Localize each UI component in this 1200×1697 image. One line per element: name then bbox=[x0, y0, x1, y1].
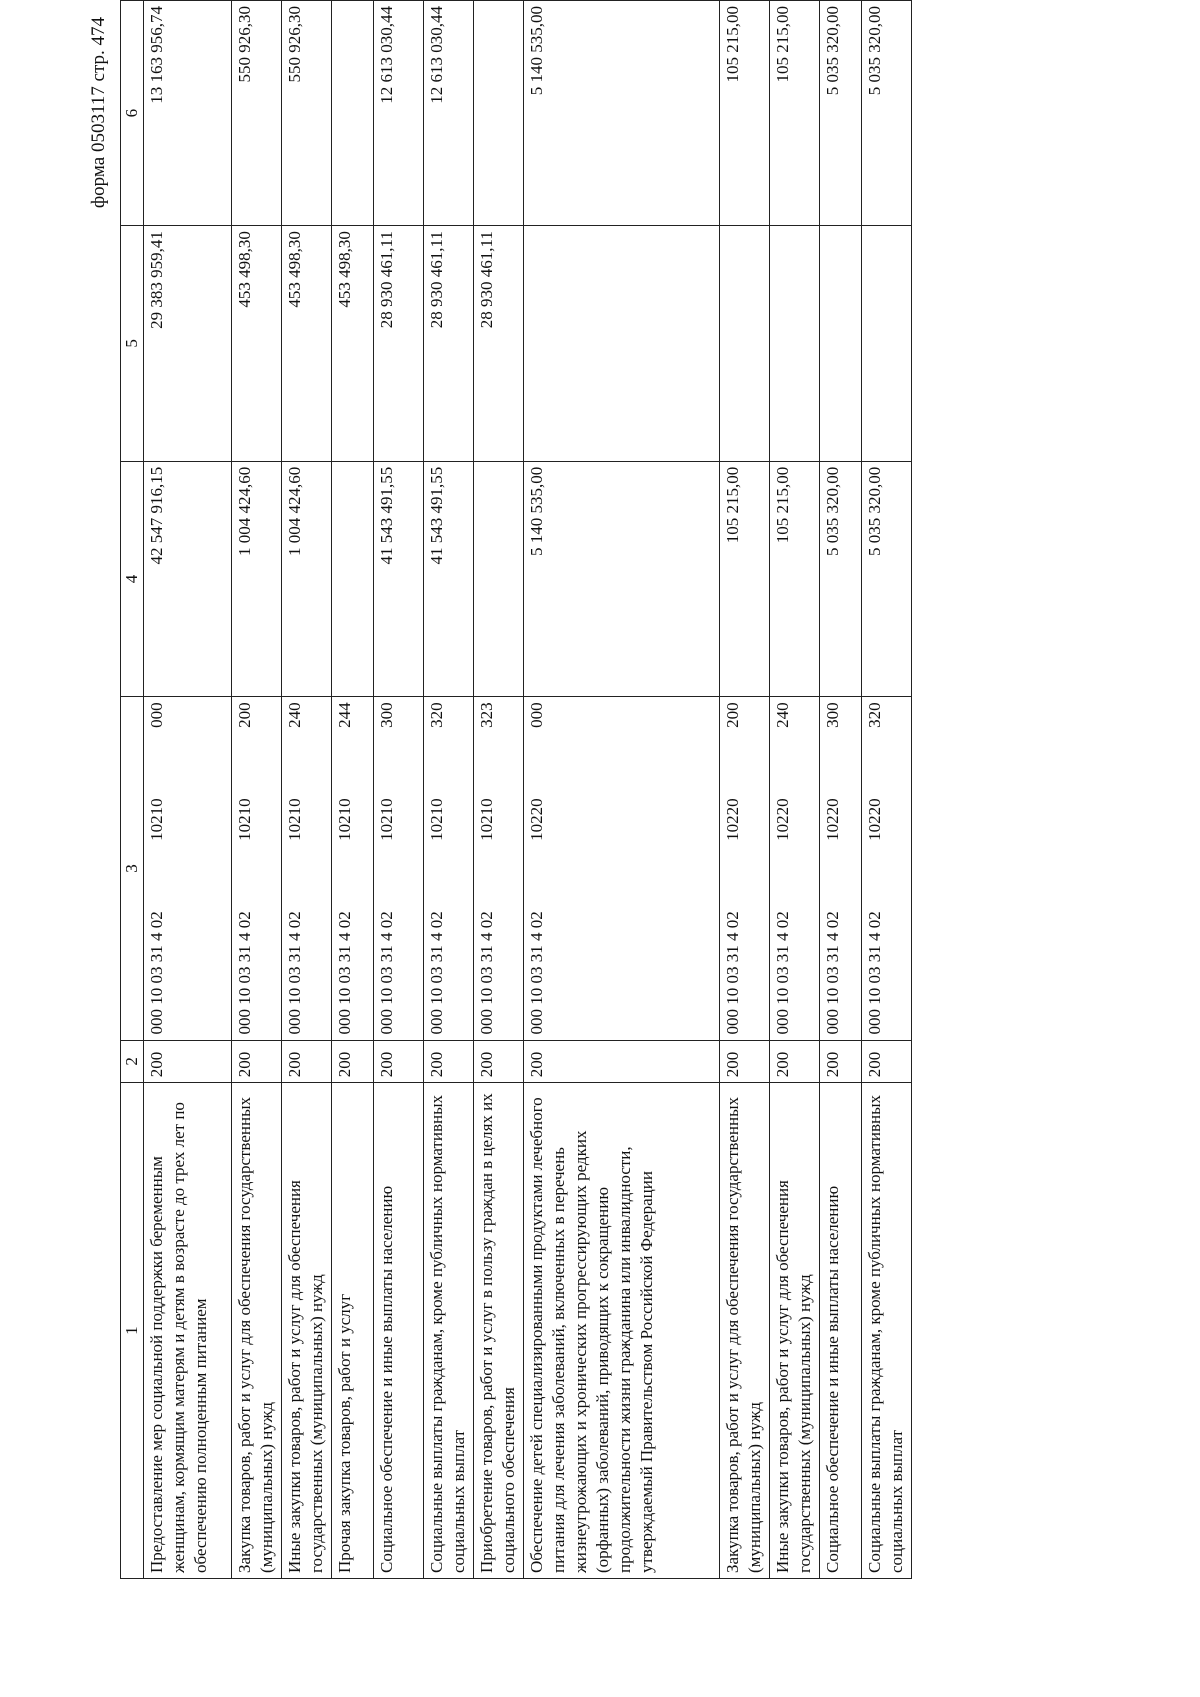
col6-value: 550 926,30 bbox=[282, 1, 332, 226]
code-part-a: 000 10 03 31 4 02 bbox=[865, 911, 884, 1035]
line-code-cell: 200 bbox=[862, 1040, 912, 1083]
code-part-a: 000 10 03 31 4 02 bbox=[147, 911, 166, 1035]
code-part-c: 300 bbox=[377, 702, 396, 728]
code-part-c: 320 bbox=[865, 702, 884, 728]
budget-code-cell bbox=[820, 697, 862, 1040]
code-part-b: 10220 bbox=[773, 798, 792, 841]
col5-value bbox=[720, 226, 770, 462]
col6-value: 5 140 535,00 bbox=[524, 1, 720, 226]
report-table bbox=[120, 0, 912, 1579]
budget-code-cell bbox=[862, 697, 912, 1040]
column-header: 2 bbox=[121, 1040, 144, 1083]
col5-value bbox=[524, 226, 720, 462]
col4-value bbox=[332, 461, 374, 697]
row-name-cell: Иные закупки товаров, работ и услуг для обеспечения государственных (муниципальных) нужд bbox=[282, 1083, 332, 1579]
column-header: 4 bbox=[121, 461, 144, 697]
col6-value: 105 215,00 bbox=[720, 1, 770, 226]
budget-code-cell bbox=[282, 697, 332, 1040]
budget-code-cell bbox=[374, 697, 424, 1040]
col4-value: 41 543 491,55 bbox=[424, 461, 474, 697]
line-code-cell: 200 bbox=[144, 1040, 232, 1083]
code-part-a: 000 10 03 31 4 02 bbox=[377, 911, 396, 1035]
line-code-cell: 200 bbox=[424, 1040, 474, 1083]
row-name-cell: Социальные выплаты гражданам, кроме публичных нормативных социальных выплат bbox=[862, 1083, 912, 1579]
col5-value: 453 498,30 bbox=[232, 226, 282, 462]
form-header: форма 0503117 стр. 474 bbox=[88, 17, 109, 209]
row-name-cell: Иные закупки товаров, работ и услуг для обеспечения государственных (муниципальных) нужд bbox=[770, 1083, 820, 1579]
code-part-b: 10210 bbox=[335, 798, 354, 841]
code-part-a: 000 10 03 31 4 02 bbox=[335, 911, 354, 1035]
row-name-cell: Закупка товаров, работ и услуг для обеспечения государственных (муниципальных) нужд bbox=[720, 1083, 770, 1579]
code-part-b: 10210 bbox=[147, 798, 166, 841]
row-name-cell: Закупка товаров, работ и услуг для обеспечения государственных (муниципальных) нужд bbox=[232, 1083, 282, 1579]
col4-value: 5 035 320,00 bbox=[862, 461, 912, 697]
table-row bbox=[862, 1, 912, 1579]
row-name-cell: Приобретение товаров, работ и услуг в пользу граждан в целях их социального обеспечения bbox=[474, 1083, 524, 1579]
col4-value: 105 215,00 bbox=[770, 461, 820, 697]
col4-value: 41 543 491,55 bbox=[374, 461, 424, 697]
code-part-b: 10220 bbox=[865, 798, 884, 841]
row-name-cell: Предоставление мер социальной поддержки беременным женщинам, кормящим матерям и детям в возрасте до трех лет по обеспечению полноценным питанием bbox=[144, 1083, 232, 1579]
col5-value bbox=[770, 226, 820, 462]
line-code-cell: 200 bbox=[524, 1040, 720, 1083]
col6-value bbox=[474, 1, 524, 226]
code-part-a: 000 10 03 31 4 02 bbox=[823, 911, 842, 1035]
col4-value: 5 140 535,00 bbox=[524, 461, 720, 697]
row-name-cell: Прочая закупка товаров, работ и услуг bbox=[332, 1083, 374, 1579]
line-code-cell: 200 bbox=[770, 1040, 820, 1083]
budget-code-cell bbox=[720, 697, 770, 1040]
code-part-b: 10210 bbox=[427, 798, 446, 841]
budget-code-cell bbox=[770, 697, 820, 1040]
line-code-cell: 200 bbox=[720, 1040, 770, 1083]
table-row bbox=[332, 1, 374, 1579]
line-code-cell: 200 bbox=[820, 1040, 862, 1083]
col6-value: 5 035 320,00 bbox=[820, 1, 862, 226]
col4-value: 1 004 424,60 bbox=[282, 461, 332, 697]
budget-code-cell bbox=[524, 697, 720, 1040]
col4-value bbox=[474, 461, 524, 697]
col4-value: 42 547 916,15 bbox=[144, 461, 232, 697]
code-part-b: 10220 bbox=[723, 798, 742, 841]
code-part-a: 000 10 03 31 4 02 bbox=[477, 911, 496, 1035]
line-code-cell: 200 bbox=[374, 1040, 424, 1083]
code-part-c: 000 bbox=[147, 702, 166, 728]
code-part-c: 320 bbox=[427, 702, 446, 728]
code-part-a: 000 10 03 31 4 02 bbox=[773, 911, 792, 1035]
column-header: 6 bbox=[121, 1, 144, 226]
table-row bbox=[720, 1, 770, 1579]
code-part-a: 000 10 03 31 4 02 bbox=[427, 911, 446, 1035]
line-code-cell: 200 bbox=[282, 1040, 332, 1083]
col6-value: 550 926,30 bbox=[232, 1, 282, 226]
column-header: 3 bbox=[121, 697, 144, 1040]
code-part-b: 10220 bbox=[823, 798, 842, 841]
col6-value: 12 613 030,44 bbox=[424, 1, 474, 226]
col4-value: 105 215,00 bbox=[720, 461, 770, 697]
table-row bbox=[232, 1, 282, 1579]
column-header: 5 bbox=[121, 226, 144, 462]
budget-code-cell bbox=[332, 697, 374, 1040]
col5-value bbox=[820, 226, 862, 462]
table-row bbox=[374, 1, 424, 1579]
col5-value bbox=[862, 226, 912, 462]
col5-value: 29 383 959,41 bbox=[144, 226, 232, 462]
code-part-c: 200 bbox=[235, 702, 254, 728]
line-code-cell: 200 bbox=[332, 1040, 374, 1083]
line-code-cell: 200 bbox=[474, 1040, 524, 1083]
table-row bbox=[424, 1, 474, 1579]
col6-value bbox=[332, 1, 374, 226]
table-row bbox=[282, 1, 332, 1579]
col5-value: 453 498,30 bbox=[332, 226, 374, 462]
col4-value: 5 035 320,00 bbox=[820, 461, 862, 697]
code-part-a: 000 10 03 31 4 02 bbox=[723, 911, 742, 1035]
code-part-c: 323 bbox=[477, 702, 496, 728]
code-part-a: 000 10 03 31 4 02 bbox=[285, 911, 304, 1035]
row-name-cell: Социальное обеспечение и иные выплаты населению bbox=[820, 1083, 862, 1579]
code-part-c: 200 bbox=[723, 702, 742, 728]
code-part-b: 10210 bbox=[377, 798, 396, 841]
budget-code-cell bbox=[144, 697, 232, 1040]
code-part-c: 000 bbox=[527, 702, 546, 728]
col5-value: 28 930 461,11 bbox=[374, 226, 424, 462]
line-code-cell: 200 bbox=[232, 1040, 282, 1083]
column-header: 1 bbox=[121, 1083, 144, 1579]
col5-value: 28 930 461,11 bbox=[474, 226, 524, 462]
column-number-row bbox=[121, 1, 144, 1579]
row-name-cell: Обеспечение детей специализированными продуктами лечебного питания для лечения заболеваний, включенных в перечень жизнеугрожающих и хронических прогрессирующих редких (орфанных) заболеваний, приводящих к сокращению продолжительности жизни гражданина или инвалидности, утверждаемый Правительством Российской Федерации bbox=[524, 1083, 720, 1579]
budget-code-cell bbox=[424, 697, 474, 1040]
table-row bbox=[524, 1, 720, 1579]
row-name-cell: Социальное обеспечение и иные выплаты населению bbox=[374, 1083, 424, 1579]
col6-value: 12 613 030,44 bbox=[374, 1, 424, 226]
table-row bbox=[770, 1, 820, 1579]
code-part-a: 000 10 03 31 4 02 bbox=[235, 911, 254, 1035]
code-part-b: 10210 bbox=[235, 798, 254, 841]
table-row bbox=[474, 1, 524, 1579]
code-part-b: 10220 bbox=[527, 798, 546, 841]
budget-code-cell bbox=[474, 697, 524, 1040]
code-part-c: 240 bbox=[773, 702, 792, 728]
table-row bbox=[144, 1, 232, 1579]
code-part-c: 300 bbox=[823, 702, 842, 728]
col4-value: 1 004 424,60 bbox=[232, 461, 282, 697]
table-row bbox=[820, 1, 862, 1579]
col5-value: 453 498,30 bbox=[282, 226, 332, 462]
code-part-c: 240 bbox=[285, 702, 304, 728]
col6-value: 5 035 320,00 bbox=[862, 1, 912, 226]
col6-value: 105 215,00 bbox=[770, 1, 820, 226]
code-part-b: 10210 bbox=[477, 798, 496, 841]
col6-value: 13 163 956,74 bbox=[144, 1, 232, 226]
row-name-cell: Социальные выплаты гражданам, кроме публичных нормативных социальных выплат bbox=[424, 1083, 474, 1579]
budget-code-cell bbox=[232, 697, 282, 1040]
code-part-c: 244 bbox=[335, 702, 354, 728]
col5-value: 28 930 461,11 bbox=[424, 226, 474, 462]
code-part-a: 000 10 03 31 4 02 bbox=[527, 911, 546, 1035]
code-part-b: 10210 bbox=[285, 798, 304, 841]
